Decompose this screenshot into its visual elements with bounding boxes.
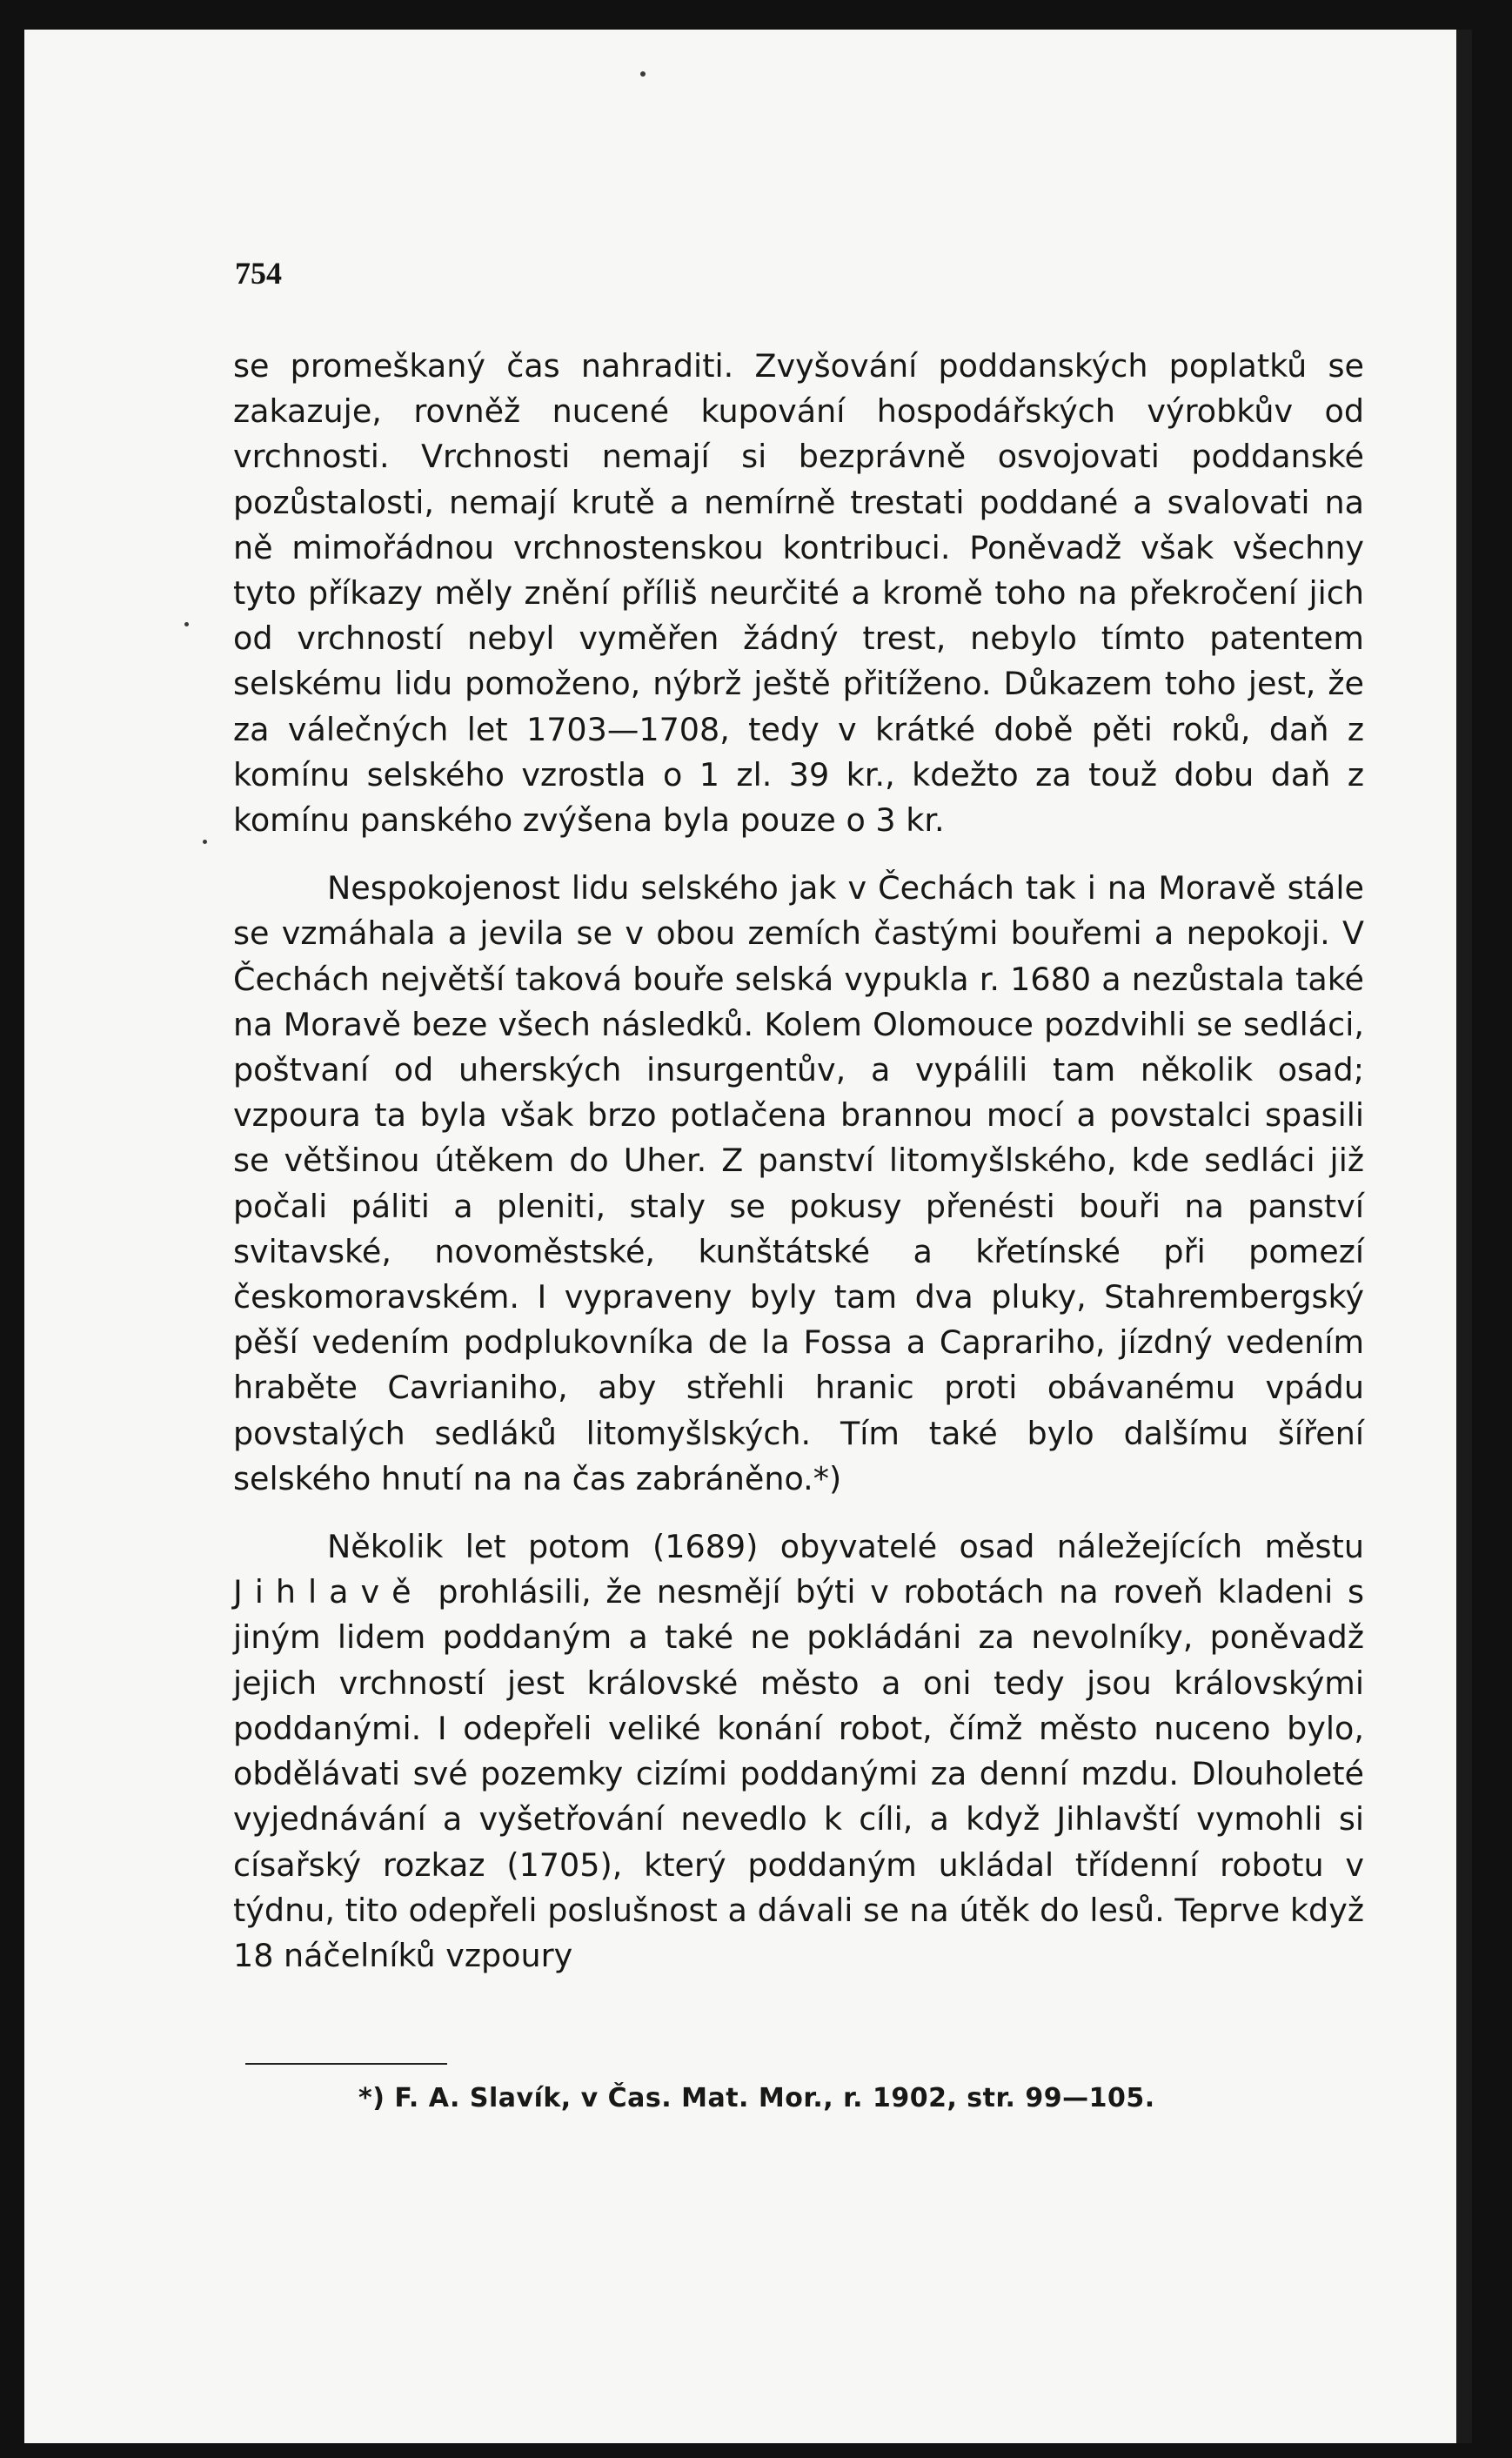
footnote-divider <box>245 2063 447 2065</box>
paragraph-3-rest: prohlásili, že nesmějí býti v robotách na roveň kladeni s jiným lidem poddaným a také ne pokládáni za nevolníky, poněvadž jejich vrchností jest královské město a oni tedy jsou královskými poddanými. I odepřeli veliké konání robot, čímž město nuceno bylo, obdělávati své pozemky cizími poddanými za denní mzdu. Dlouholeté vyjednávání a vyšetřování nevedlo k cíli, a když Jihlavští vymohli si císařský rozkaz (1705), který poddaným ukládal třídenní robotu v týdnu, tito odepřeli poslušnost a dávali se na útěk do lesů. Teprve když 18 náčelníků vzpoury <box>233 1573 1364 1974</box>
dust-speck <box>640 71 646 77</box>
dust-speck <box>184 622 189 626</box>
paragraph-3 <box>233 1524 1364 1979</box>
body-text <box>233 344 1364 1979</box>
dust-speck <box>203 840 207 844</box>
paragraph-3-start: Několik let potom (1689) obyvatelé osad náležejících městu <box>327 1528 1364 1566</box>
footnote: *) F. A. Slavík, v Čas. Mat. Mor., r. 1902, str. 99—105. <box>358 2083 1155 2113</box>
emphasized-place-name: Jihlavě <box>233 1573 424 1611</box>
page-number: 754 <box>235 256 282 291</box>
paragraph-2: Nespokojenost lidu selského jak v Čechách tak i na Moravě stále se vzmáhala a jevila se v obou zemích častými bouřemi a nepokoji. V Čechách největší taková bouře selská vypukla r. 1680 a nezůstala také na Moravě beze všech následků. Kolem Olomouce pozdvihli se sedláci, poštvaní od uherských insurgentův, a vypálili tam několik osad; vzpoura ta byla však brzo potlačena brannou mocí a povstalci spasili se většinou útěkem do Uher. Z panství litomyšlského, kde sedláci již počali páliti a pleniti, staly se pokusy přenésti bouři na panství svitavské, novoměstské, kunštátské a křetínské při pomezí českomoravském. I vypraveny byly tam dva pluky, Stahrembergský pěší vedením podplukovníka de la Fossa a Caprariho, jízdný vedením hraběte Cavrianiho, aby střehli hranic proti obávanému vpádu povstalých sedláků litomyšlských. Tím také bylo dalšímu šíření selského hnutí na na čas zabráněno.*) <box>233 869 1364 1497</box>
paragraph-1: se promeškaný čas nahraditi. Zvyšování poddanských poplatků se zakazuje, rovněž nucené kupování hospodářských výrobkův od vrchnosti. Vrchnosti nemají si bezprávně osvojovati poddanské pozůstalosti, nemají krutě a nemírně trestati poddané a svalovati na ně mimořádnou vrchnostenskou kontribuci. Poněvadž však všechny tyto příkazy měly znění příliš neurčité a kromě toho na překročení jich od vrchností nebyl vyměřen žádný trest, nebylo tímto patentem selskému lidu pomoženo, nýbrž ještě přitíženo. Důkazem toho jest, že za válečných let 1703—1708, tedy v krátké době pěti roků, daň z komínu selského vzrostla o 1 zl. 39 kr., kdežto za touž dobu daň z komínu panského zvýšena byla pouze o 3 kr. <box>233 347 1364 840</box>
